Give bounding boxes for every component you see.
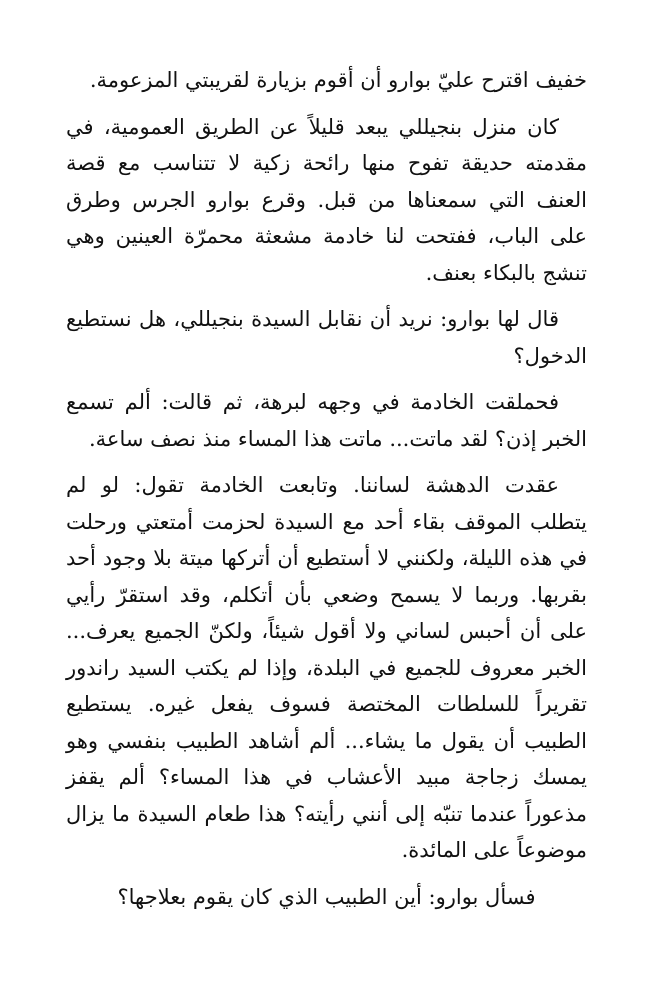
paragraph-4: فحملقت الخادمة في وجهه لبرهة، ثم قالت: ألم تسمع الخبر إذن؟ لقد ماتت... ماتت هذا المساء منذ نصف ساعة. — [66, 390, 587, 451]
paragraph-1: خفيف اقترح عليّ بوارو أن أقوم بزيارة لقريبتي المزعومة. — [89, 68, 587, 92]
paragraph-3: قال لها بوارو: نريد أن نقابل السيدة بنجيللي، هل نستطيع الدخول؟ — [66, 307, 587, 368]
paragraph-2: كان منزل بنجيللي يبعد قليلاً عن الطريق العمومية، في مقدمته حديقة تفوح منها رائحة زكية لا تتناسب مع قصة العنف التي سمعناها من قبل. وقرع بوارو الجرس وطرق على الباب، ففتحت لنا خادمة مشعثة محمرّة العينين وهي تنشج بالبكاء بعنف. — [66, 114, 587, 285]
paragraph-6: فسأل بوارو: أين الطبيب الذي كان يقوم بعلاجها؟ — [117, 884, 536, 909]
paragraph-5: عقدت الدهشة لساننا. وتابعت الخادمة تقول: لو لم يتطلب الموقف بقاء أحد مع السيدة لحزمت أمتعتي ورحلت في هذه الليلة، ولكنني لا أستطيع أن أتركها ميتة بلا وجود أحد بقربها. وربما لا يسمح وضعي بأن أتكلم، وقد استقرّ رأيي على أن أحبس لساني ولا أقول شيئاً، ولكنّ الجميع يعرف... الخبر معروف للجميع في البلدة، وإذا لم يكتب السيد راندور تقريراً للسلطات المختصة فسوف يفعل غيره. يستطيع الطبيب أن يقول ما يشاء... ألم أشاهد الطبيب بنفسي وهو يمسك زجاجة مبيد الأعشاب في هذا المساء؟ ألم يقفز مذعوراً عندما تنبّه إلى أنني رأيته؟ هذا طعام السيدة ما يزال موضوعاً على المائدة. — [66, 473, 587, 862]
